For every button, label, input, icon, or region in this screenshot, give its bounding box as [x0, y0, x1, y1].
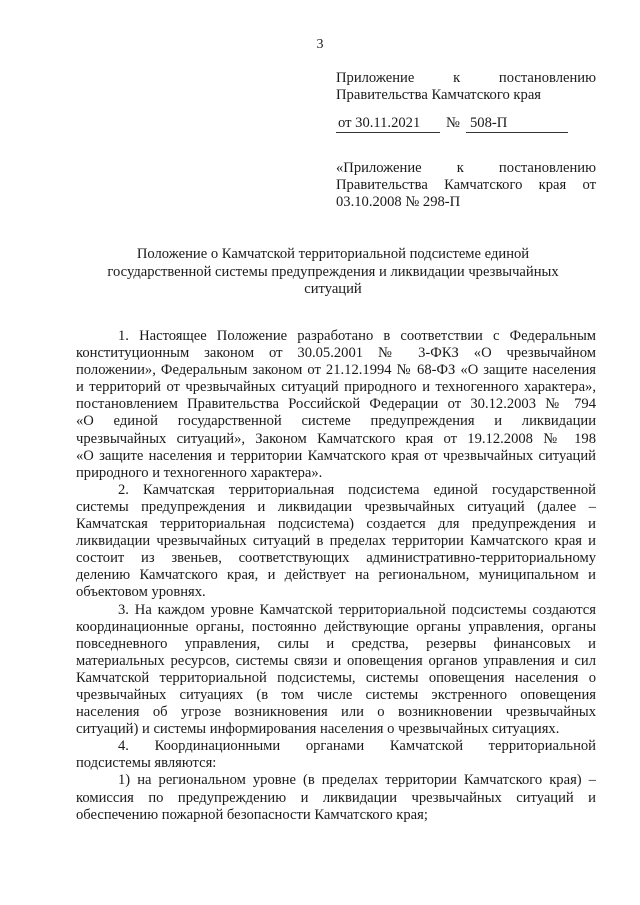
appendix-quote-word: к [456, 160, 464, 176]
appendix-quote [336, 160, 596, 211]
paragraph-line: комиссия по предупреждению и ликвидации чрезвычайных ситуаций и [76, 789, 596, 806]
appendix-quote-word: от [582, 177, 596, 193]
paragraph-line: системы предупреждения и ликвидации чрезвычайных ситуаций (далее – [76, 498, 596, 515]
paragraph-line: постановлением Правительства Российской Федерации от 30.12.2003 № 794 [76, 396, 596, 413]
paragraph-line: состоит из звеньев, соответствующих административно-территориальному [76, 550, 596, 567]
paragraph-line: ситуаций) и системы информирования населения о чрезвычайных ситуациях. [76, 721, 560, 738]
date-prefix: от [338, 115, 352, 131]
paragraph-line: «О защите населения и территории Камчатского края от чрезвычайных ситуаций [76, 447, 596, 464]
appendix-word: к [453, 70, 461, 86]
paragraph-line: Камчатская территориальная подсистема) создается для предупреждения и [76, 516, 596, 533]
paragraph-line: конституционным законом от 30.05.2001 № 3-ФКЗ «О чрезвычайном [76, 345, 596, 362]
paragraph-line: материальных ресурсов, системы связи и оповещения органов управления и сил [76, 652, 596, 669]
paragraph-line: 1) на региональном уровне (в пределах территории Камчатского края) – [118, 772, 596, 789]
document-title [76, 246, 590, 299]
resolution-date-field [336, 115, 440, 133]
appendix-header [336, 70, 596, 104]
paragraph-line: ликвидации чрезвычайных ситуаций в пределах территории Камчатского края и [76, 533, 596, 550]
paragraph-line: Камчатской территориальной подсистемы, системы оповещения населения о [76, 669, 596, 686]
page-number: 3 [316, 37, 324, 52]
appendix-word: Приложение [336, 70, 415, 86]
paragraph-line: повседневного управления, силы и средства, резервы финансовых и [76, 635, 596, 652]
paragraph [76, 738, 596, 772]
appendix-quote-word: «Приложение [336, 160, 422, 176]
paragraph-line: населения об угрозе возникновения или о возникновении чрезвычайных [76, 704, 596, 721]
paragraph-line: координационные органы, постоянно действующие органы управления, органы [76, 618, 596, 635]
appendix-quote-word: края [538, 177, 567, 193]
appendix-quote-word: Камчатского [444, 177, 523, 193]
appendix-word: постановлению [498, 70, 596, 86]
resolution-number: 508-П [466, 115, 568, 133]
resolution-date-number [336, 115, 576, 133]
paragraph-line: положении», Федеральным законом от 21.12.1994 № 68-ФЗ «О защите населения [76, 362, 596, 379]
paragraph-line: чрезвычайных ситуациях (в том числе системы экстренного оповещения [76, 686, 596, 703]
paragraph-line: и территорий от чрезвычайных ситуаций природного и техногенного характера», [76, 379, 596, 396]
paragraph-line: «О единой государственной системе предупреждения и ликвидации [76, 413, 596, 430]
appendix-quote-line-2 [336, 177, 596, 194]
paragraph [76, 482, 596, 602]
paragraph-line: 2. Камчатская территориальная подсистема единой государственной [118, 481, 596, 498]
title-line: ситуаций [304, 281, 362, 297]
appendix-header-line-2: Правительства Камчатского края [336, 87, 542, 103]
paragraph-line: обеспечению пожарной безопасности Камчатского края; [76, 806, 428, 823]
paragraph-line: чрезвычайных ситуаций», Законом Камчатского края от 19.12.2008 № 198 [76, 430, 596, 447]
paragraph-line: подсистемы являются: [76, 755, 217, 772]
title-line: государственной системы предупреждения и ликвидации чрезвычайных [107, 263, 559, 280]
appendix-quote-word: Правительства [336, 177, 428, 193]
appendix-quote-line-3: 03.10.2008 № 298-П [336, 194, 461, 210]
number-sign: № [446, 115, 460, 131]
paragraph [76, 772, 596, 823]
paragraph-line: 3. На каждом уровне Камчатской территориальной подсистемы создаются [118, 601, 596, 618]
appendix-quote-line-1 [336, 160, 596, 177]
appendix-quote-word: постановлению [498, 160, 596, 176]
paragraph [76, 602, 596, 739]
appendix-header-line-1 [336, 70, 596, 87]
document-body [76, 328, 596, 824]
paragraph-line: 1. Настоящее Положение разработано в соответствии с Федеральным [118, 328, 596, 344]
paragraph [76, 328, 596, 482]
title-line: Положение о Камчатской территориальной подсистеме единой [136, 246, 530, 262]
paragraph-line: 4. Координационными органами Камчатской территориальной [118, 738, 596, 755]
paragraph-line: объектовом уровнях. [76, 584, 206, 601]
resolution-date: 30.11.2021 [355, 115, 421, 131]
paragraph-line: природного и техногенного характера». [76, 464, 323, 481]
paragraph-line: делению Камчатского края, и действует на региональном, муниципальном и [76, 567, 596, 584]
